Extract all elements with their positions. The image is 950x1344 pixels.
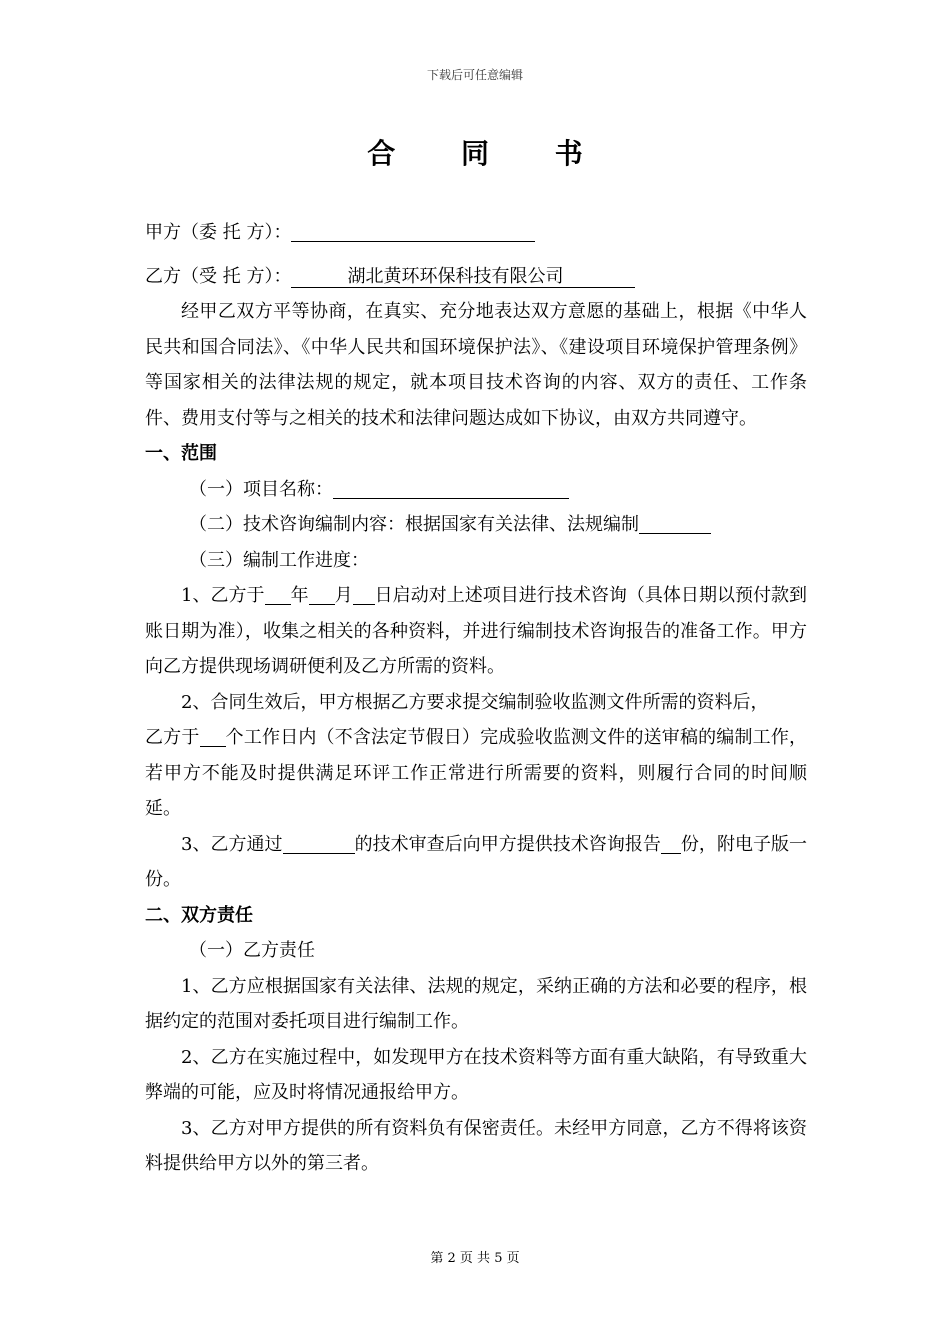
party-b-field	[291, 266, 635, 288]
day-blank	[353, 582, 375, 605]
section-2-heading: 二、双方责任	[145, 904, 253, 926]
p2-rest: 个工作日内（不含法定节假日）完成验收监测文件的送审稿的编制工作，若甲方不能及时提供满足环评工作正常进行所需要的资料，则履行合同的时间顺延。	[145, 727, 807, 819]
project-name-label: （一）项目名称：	[189, 478, 333, 500]
schedule-paragraph-2-line-1: 2、合同生效后，甲方根据乙方要求提交编制验收监测文件所需的资料后，	[181, 691, 769, 713]
party-a-line	[145, 215, 807, 251]
p1-month: 月	[334, 585, 353, 606]
p1-rest: 日启动对上述项目进行技术咨询（具体日期以预付款到账日期为准），收集之相关的各种资料，并进行编制技术咨询报告的准备工作。甲方向乙方提供现场调研便利及乙方所需的资料。	[145, 585, 808, 677]
project-name-line	[145, 472, 807, 508]
duty-paragraph-3: 3、乙方对甲方提供的所有资料负有保密责任。未经甲方同意，乙方不得将该资料提供给甲方以外的第三者。	[145, 1117, 807, 1174]
consult-content-blank	[639, 511, 711, 534]
consult-content-line	[145, 507, 807, 543]
p1-prefix: 1、乙方于	[181, 585, 265, 606]
page-footer: 第 2 页 共 5 页	[430, 1251, 520, 1266]
p3-rest: 份，附电子版一份。	[145, 833, 808, 890]
document-title: 合 同 书	[367, 137, 611, 170]
party-b-label: 乙方（受 托 方）：	[145, 265, 292, 287]
schedule-line: （三）编制工作进度：	[189, 549, 369, 571]
party-b-duty-heading: （一）乙方责任	[189, 940, 315, 961]
party-b-line	[145, 259, 807, 295]
p3-prefix: 3、乙方通过	[181, 833, 283, 855]
party-a-blank	[291, 219, 535, 242]
header-note: 下载后可任意编辑	[426, 68, 523, 82]
p2-prefix: 乙方于	[145, 727, 200, 748]
schedule-paragraph-3	[145, 827, 807, 898]
intro-paragraph: 经甲乙双方平等协商，在真实、充分地表达双方意愿的基础上，根据《中华人民共和国合同法》、《中华人民共和国环境保护法》、《建设项目环境保护管理条例》等国家相关的法律法规的规定，就本项目技术咨询的内容、双方的责任、工作条件、费用支付等与之相关的技术和法律问题达成如下协议，由双方共同遵守。	[145, 301, 807, 429]
p3-mid: 的技术审查后向甲方提供技术咨询报告	[354, 833, 661, 855]
party-a-label: 甲方（委 托 方）：	[145, 222, 292, 243]
copies-blank	[661, 831, 681, 854]
project-name-blank	[333, 476, 569, 499]
duty-paragraph-2: 2、乙方在实施过程中，如发现甲方在技术资料等方面有重大缺陷，有导致重大弊端的可能，应及时将情况通报给甲方。	[145, 1046, 807, 1103]
month-blank	[309, 582, 335, 605]
party-b-name: 湖北黄环环保科技有限公司	[347, 265, 564, 287]
duty-paragraph-1: 1、乙方应根据国家有关法律、法规的规定，采纳正确的方法和必要的程序，根据约定的范围对委托项目进行编制工作。	[145, 975, 807, 1032]
year-blank	[265, 582, 291, 605]
consult-content-text: （二）技术咨询编制内容：根据国家有关法律、法规编制	[189, 514, 639, 535]
schedule-paragraph-1	[145, 578, 807, 685]
review-blank	[283, 831, 355, 854]
section-1-heading: 一、范围	[145, 443, 217, 464]
contract-body	[145, 215, 807, 1182]
p1-year: 年	[290, 585, 309, 606]
days-blank	[200, 724, 226, 747]
schedule-paragraph-2	[145, 720, 807, 827]
